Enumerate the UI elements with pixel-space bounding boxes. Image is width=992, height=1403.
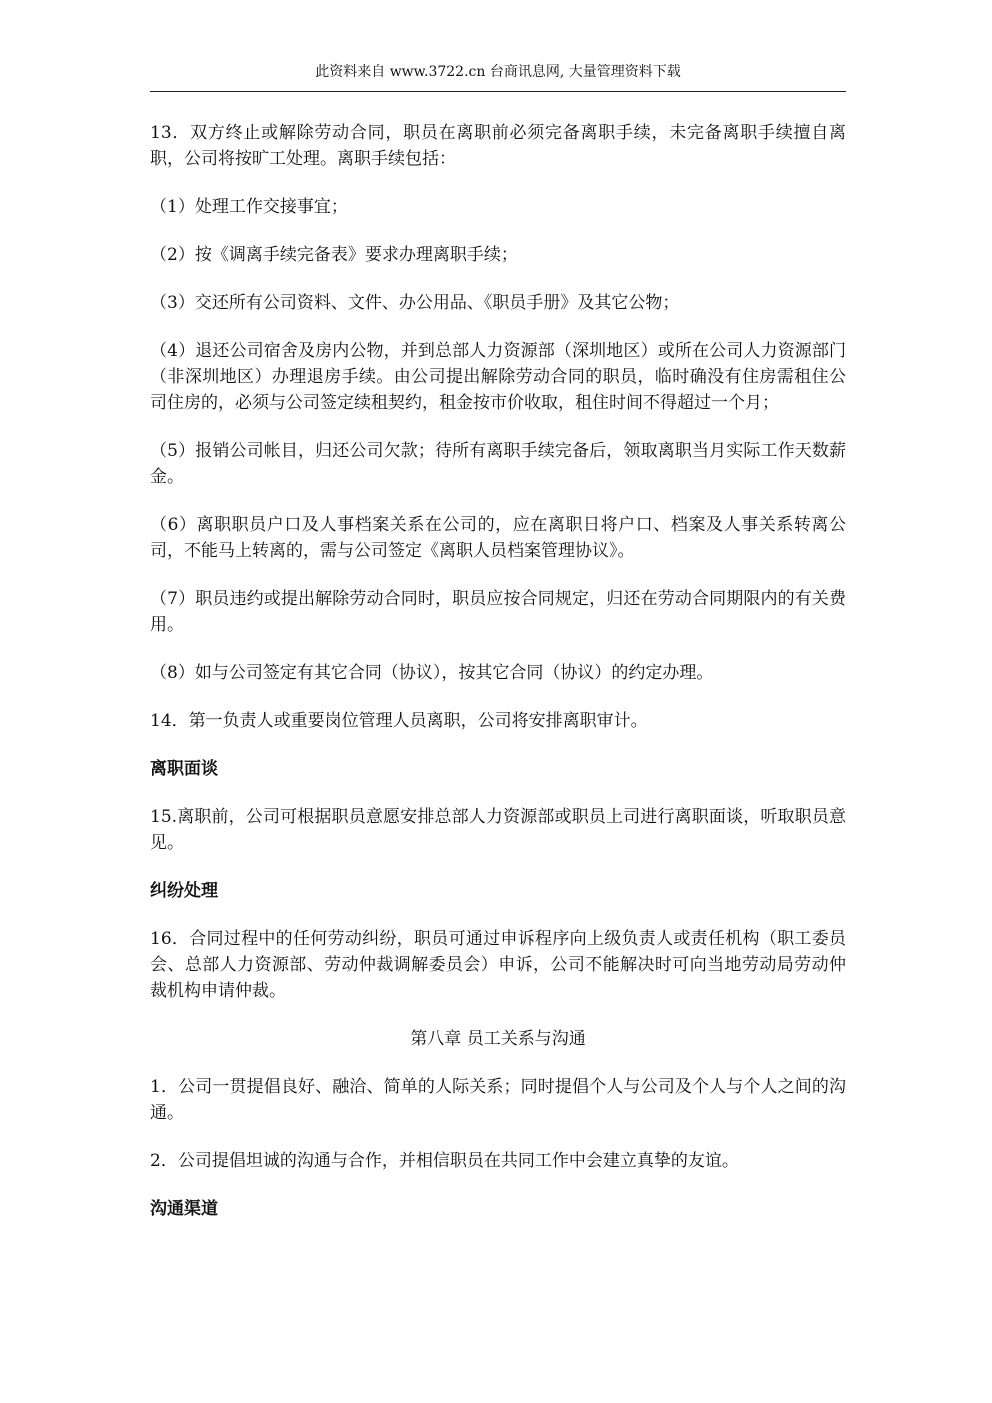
clause-16: 16．合同过程中的任何劳动纠纷，职员可通过申诉程序向上级负责人或责任机构（职工委员会、总部人力资源部、劳动仲裁调解委员会）申诉，公司不能解决时可向当地劳动局劳动仲裁机构申请仲裁。: [150, 929, 846, 1001]
clause-13-item-2: （2）按《调离手续完备表》要求办理离职手续；: [150, 245, 518, 265]
clause-13: 13．双方终止或解除劳动合同，职员在离职前必须完备离职手续，未完备离职手续擅自离职，公司将按旷工处理。离职手续包括：: [150, 123, 846, 169]
clause-14: 14．第一负责人或重要岗位管理人员离职，公司将安排离职审计。: [150, 711, 648, 731]
section-heading-dispute: 纠纷处理: [150, 881, 218, 901]
header-divider: [150, 91, 846, 92]
clause-15: 15.离职前，公司可根据职员意愿安排总部人力资源部或职员上司进行离职面谈，听取职员意见。: [150, 807, 846, 853]
clause-13-item-3: （3）交还所有公司资料、文件、办公用品、《职员手册》及其它公物；: [150, 293, 680, 313]
clause-13-item-4: （4）退还公司宿舍及房内公物，并到总部人力资源部（深圳地区）或所在公司人力资源部门（非深圳地区）办理退房手续。由公司提出解除劳动合同的职员，临时确没有住房需租住公司住房的，必须与公司签定续租契约，租金按市价收取，租住时间不得超过一个月；: [150, 341, 846, 413]
section-heading-exit-interview: 离职面谈: [150, 759, 218, 779]
clause-13-item-7: （7）职员违约或提出解除劳动合同时，职员应按合同规定，归还在劳动合同期限内的有关费用。: [150, 589, 846, 635]
clause-13-item-1: （1）处理工作交接事宜；: [150, 197, 348, 217]
chapter-title: 第八章 员工关系与沟通: [410, 1029, 586, 1049]
chapter8-clause-1: 1．公司一贯提倡良好、融洽、简单的人际关系；同时提倡个人与公司及个人与个人之间的沟通。: [150, 1077, 846, 1123]
chapter8-clause-2: 2．公司提倡坦诚的沟通与合作，并相信职员在共同工作中会建立真挚的友谊。: [150, 1151, 739, 1171]
section-heading-channels: 沟通渠道: [150, 1199, 218, 1219]
clause-13-item-5: （5）报销公司帐目，归还公司欠款；待所有离职手续完备后，领取离职当月实际工作天数薪金。: [150, 441, 846, 487]
page-header-source: 此资料来自 www.3722.cn 台商讯息网, 大量管理资料下载: [315, 64, 681, 80]
clause-13-item-6: （6）离职职员户口及人事档案关系在公司的，应在离职日将户口、档案及人事关系转离公司，不能马上转离的，需与公司签定《离职人员档案管理协议》。: [150, 515, 846, 561]
document-body: [150, 120, 846, 1244]
clause-13-item-8: （8）如与公司签定有其它合同（协议），按其它合同（协议）的约定办理。: [150, 663, 714, 683]
